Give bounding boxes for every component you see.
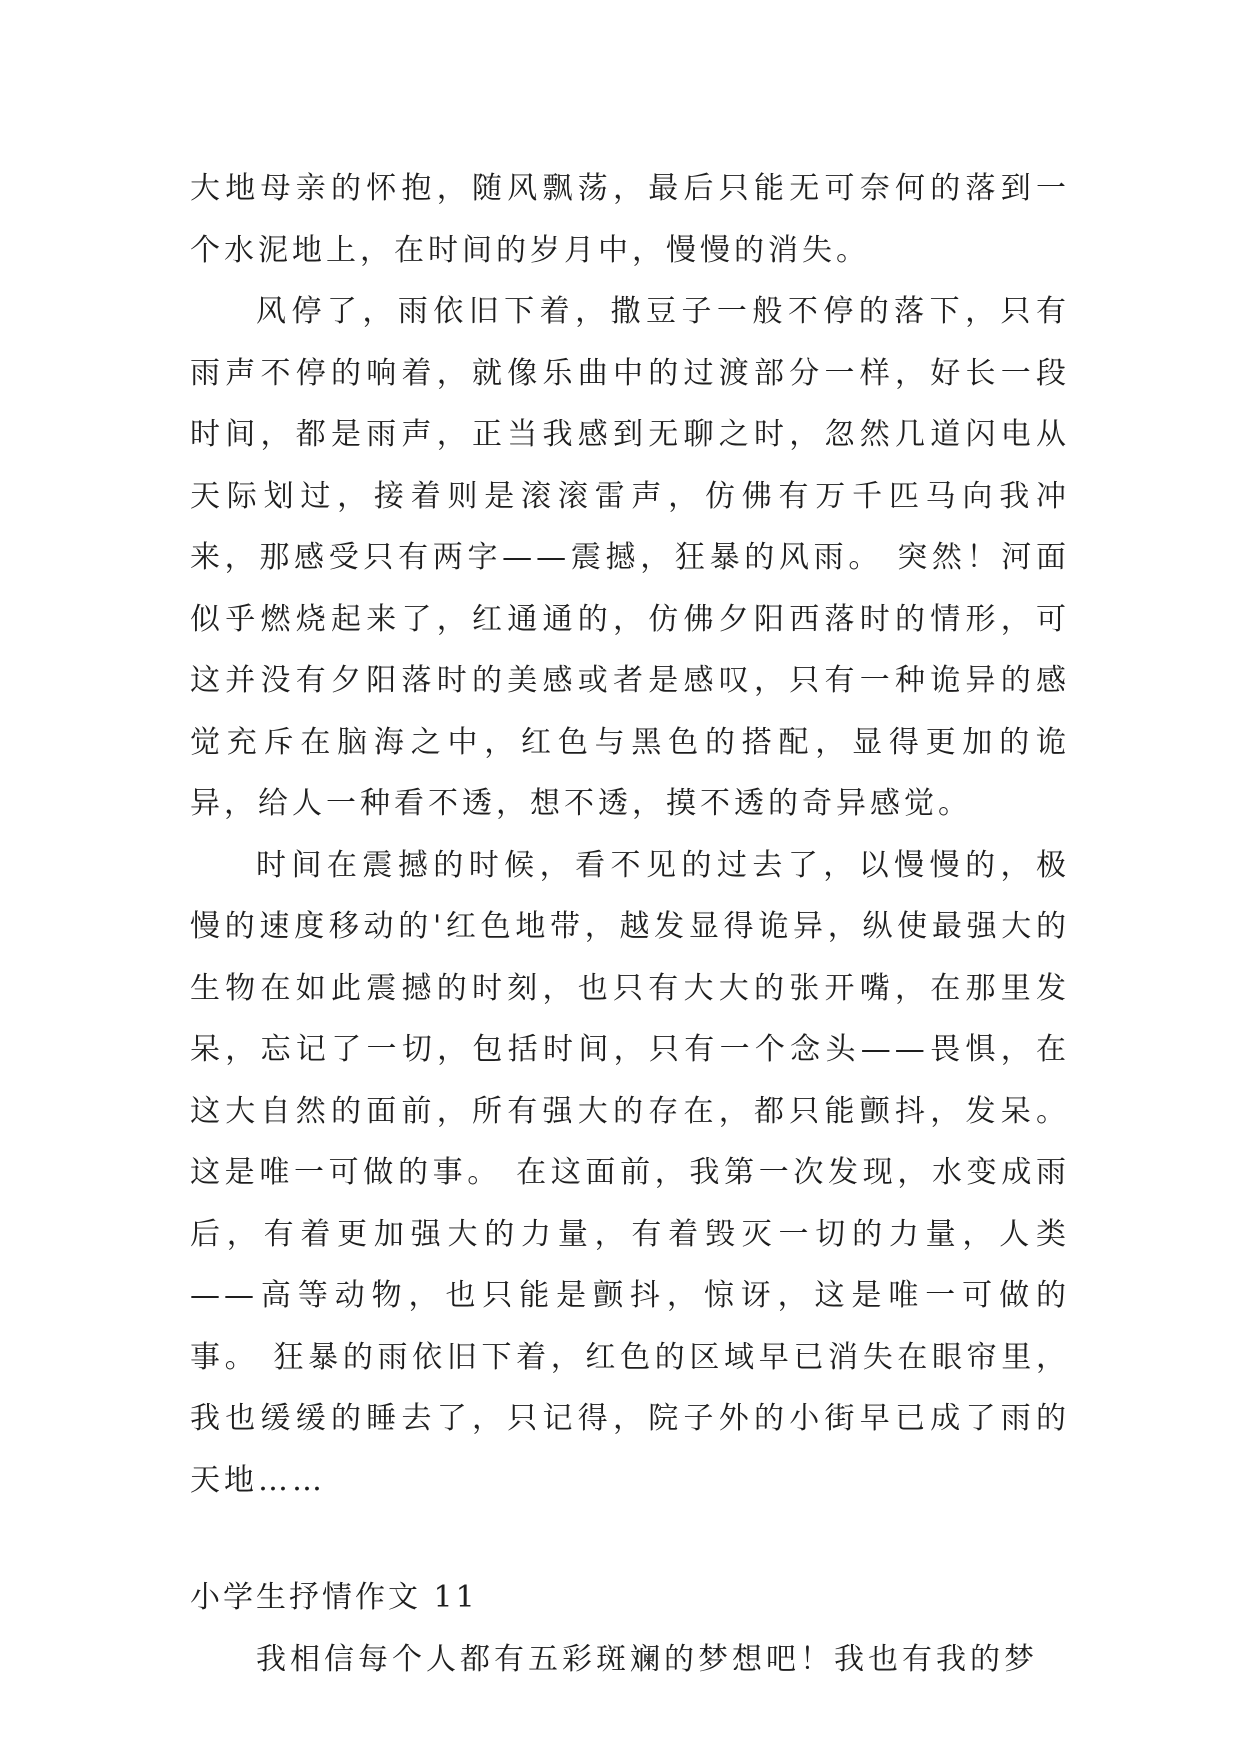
section-title: 小学生抒情作文 11 (190, 1580, 478, 1615)
paragraph-awe: 时间在震撼的时候，看不见的过去了，以慢慢的，极慢的速度移动的'红色地带，越发显得诡异，纵使最强大的生物在如此震撼的时刻，也只有大大的张开嘴，在那里发呆，忘记了一切，包括时间，只有一个念头——畏惧，在这大自然的面前，所有强大的存在，都只能颤抖，发呆。这是唯一可做的事。 在这面前，我第一次发现，水变成雨后，有着更加强大的力量，有着毁灭一切的力量，人类——高等动物，也只能是颤抖，惊讶，这是唯一可做的事。 狂暴的雨依旧下着，红色的区域早已消失在眼帘里，我也缓缓的睡去了，只记得，院子外的小街早已成了雨的天地…… (190, 847, 1070, 1498)
paragraph-continued: 大地母亲的怀抱，随风飘荡，最后只能无可奈何的落到一个水泥地上，在时间的岁月中，慢慢的消失。 (190, 171, 1070, 268)
paragraph-dream: 我相信每个人都有五彩斑斓的梦想吧！我也有我的梦 (256, 1641, 1038, 1677)
document-body (190, 158, 1070, 1690)
paragraph-storm: 风停了，雨依旧下着，撒豆子一般不停的落下，只有雨声不停的响着，就像乐曲中的过渡部分一样，好长一段时间，都是雨声，正当我感到无聊之时，忽然几道闪电从天际划过，接着则是滚滚雷声，仿佛有万千匹马向我冲来，那感受只有两字——震撼，狂暴的风雨。 突然！河面似乎燃烧起来了，红通通的，仿佛夕阳西落时的情形，可这并没有夕阳落时的美感或者是感叹，只有一种诡异的感觉充斥在脑海之中，红色与黑色的搭配，显得更加的诡异，给人一种看不透，想不透，摸不透的奇异感觉。 (190, 294, 1070, 821)
